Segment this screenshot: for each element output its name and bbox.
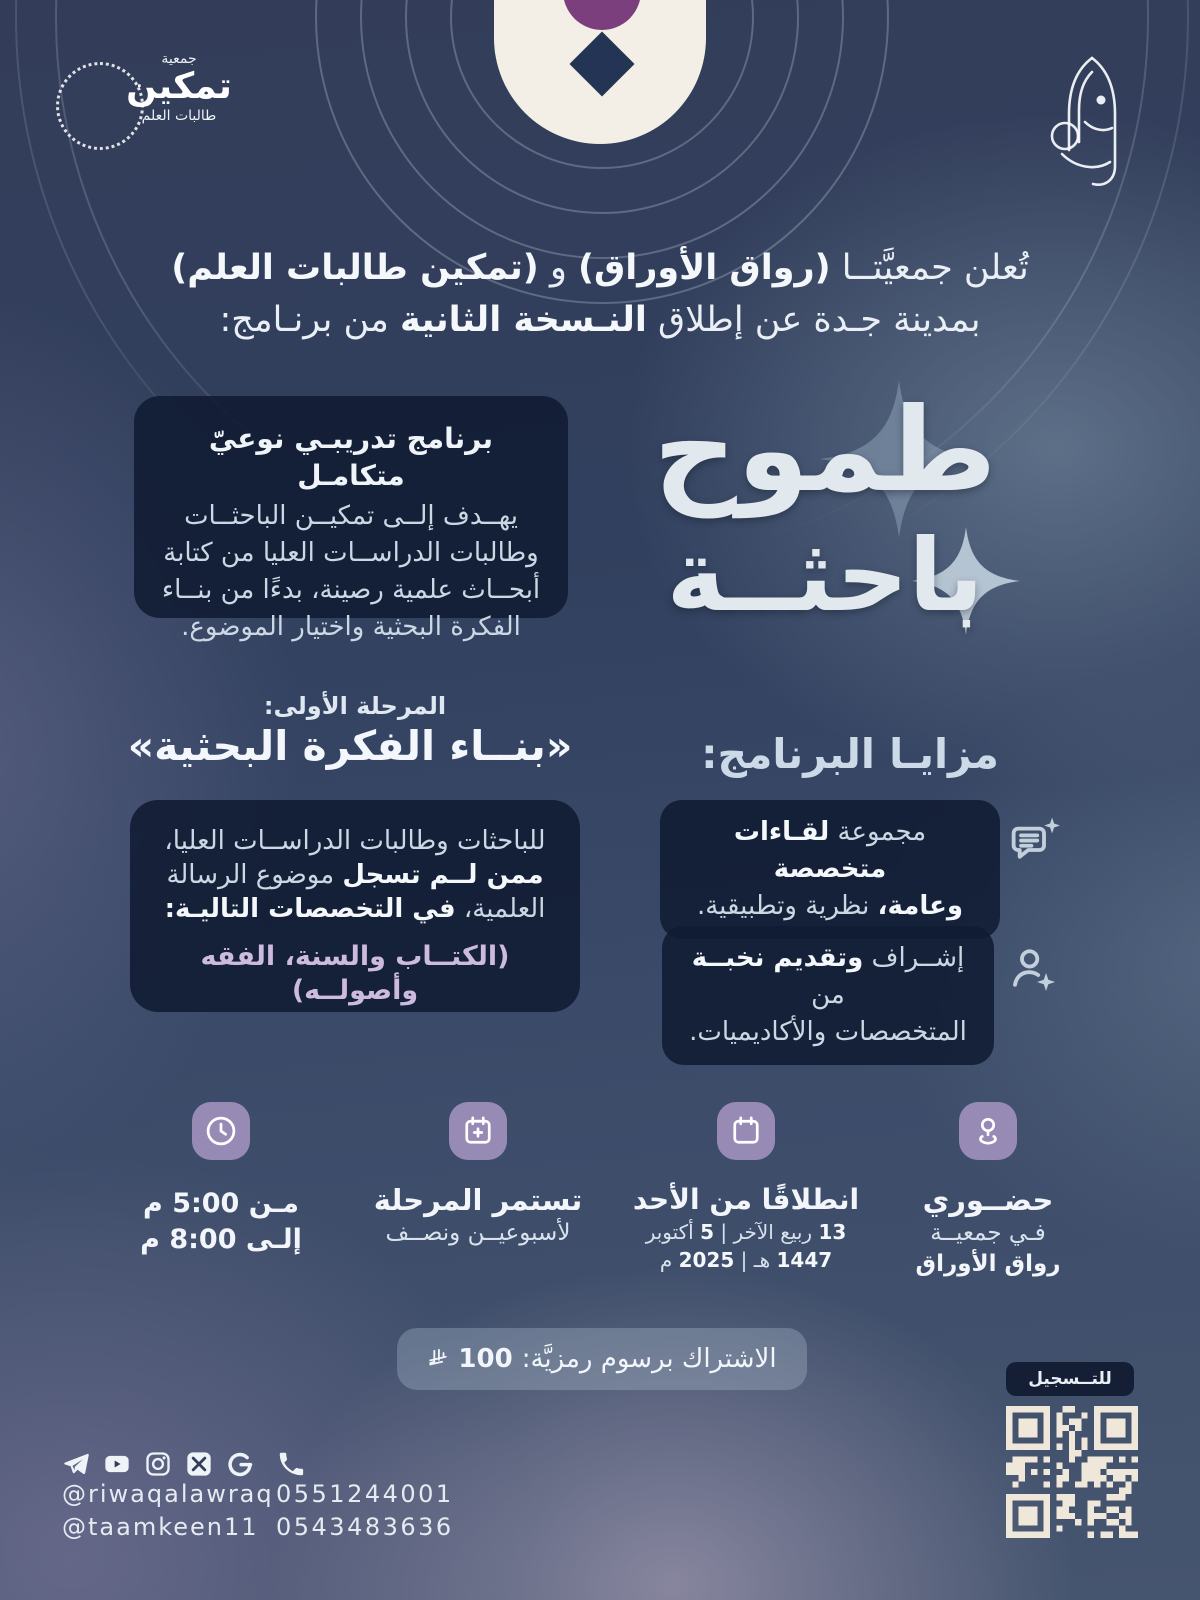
eligibility-card: [130, 800, 580, 1012]
handle-tamkeen[interactable]: @taamkeen11: [62, 1513, 259, 1541]
qr-code[interactable]: [1006, 1406, 1138, 1538]
youtube-icon[interactable]: [103, 1450, 131, 1478]
registration-pill: للتــسجيل: [1006, 1362, 1134, 1396]
person-sparkle-icon: [1006, 942, 1060, 996]
phone-numbers: [276, 1478, 454, 1544]
saudi-riyal-icon: [427, 1348, 449, 1370]
x-icon[interactable]: [185, 1450, 213, 1478]
attendance-line2: فـي جمعيــة: [930, 1220, 1046, 1246]
fee-label: الاشتراك برسوم رمزيَّة:: [521, 1344, 777, 1374]
clock-icon: [192, 1102, 250, 1160]
chat-sparkle-icon: [1008, 814, 1062, 868]
attendance-line3: رواق الأوراق: [915, 1251, 1061, 1277]
tamkeen-logo-line1: جمعية: [161, 51, 197, 67]
stage-kicker: المرحلة الأولى:: [263, 692, 447, 720]
handle-riwaq[interactable]: @riwaqalawraq: [62, 1480, 274, 1508]
feature2-line1: إشــراف وتقديم نخبــة من: [691, 943, 965, 1010]
description-line2: يهــدف إلــى تمكيــن الباحثــات: [184, 501, 518, 531]
google-icon[interactable]: [226, 1450, 254, 1478]
description-line1: برنامج تدريبـي نوعيّ متكامـل: [208, 422, 494, 492]
tamkeen-logo-line3: طالبات العلم: [141, 108, 217, 124]
feature2-line2: المتخصصات والأكاديميات.: [689, 1017, 967, 1047]
fee-pill: [397, 1328, 807, 1390]
telegram-icon[interactable]: [62, 1450, 90, 1478]
program-title-word2: باحثــة: [666, 517, 984, 634]
feature-card-meetings: [660, 800, 1000, 939]
fee-amount: 100: [458, 1344, 513, 1374]
riwaq-alawraq-logo: [1038, 50, 1142, 192]
duration-title: تستمر المرحلة: [373, 1183, 583, 1217]
social-icons-row: [62, 1450, 254, 1478]
tamkeen-logo-line2: تمكين: [126, 66, 232, 107]
eligibility-line3: العلمية، في التخصصات التاليـة:: [164, 894, 546, 924]
time-to: إلـى 8:00 م: [140, 1224, 302, 1255]
phone-icon: [276, 1449, 306, 1479]
eligibility-specialties: (الكتــاب والسنة، الفقه وأصولــه): [200, 941, 510, 1006]
start-date-line3: 1447 هـ | 2025 م: [659, 1248, 833, 1272]
description-line3: وطالبات الدراســات العليا من كتابة: [163, 538, 539, 568]
calendar-icon: [717, 1102, 775, 1160]
feature1-line1: مجموعة لقـاءات متخصصة: [733, 817, 927, 884]
detail-attendance: [858, 1182, 1118, 1280]
location-pin-icon: [959, 1102, 1017, 1160]
detail-time: [91, 1186, 351, 1258]
announcement-headline: [100, 242, 1100, 346]
detail-start-date: [616, 1182, 876, 1274]
features-heading: مزايـا البرنامج:: [701, 730, 999, 778]
calendar-plus-icon: [449, 1102, 507, 1160]
detail-duration: [348, 1182, 608, 1249]
announcement-line1: تُعلن جمعيَّتــا (رواق الأوراق) و (تمكين طالبات العلم): [171, 248, 1029, 288]
instagram-icon[interactable]: [144, 1450, 172, 1478]
duration-line2: لأسبوعيــن ونصــف: [385, 1220, 571, 1246]
program-title-word1: طموح: [653, 383, 997, 518]
announcement-line2: بمدينة جـدة عن إطلاق النـسخة الثانية من برنـامج:: [219, 300, 981, 340]
program-title: [630, 383, 1020, 634]
description-line5: الفكرة البحثية واختيار الموضوع.: [181, 612, 521, 642]
eligibility-line1: للباحثات وطالبات الدراســات العليا،: [164, 826, 546, 856]
start-date-line2: 13 ربيع الآخر | 5 أكتوبر: [645, 1220, 847, 1244]
eligibility-line2: ممن لــم تسجل موضوع الرسالة: [166, 860, 544, 890]
program-description-card: [134, 396, 568, 642]
feature-card-supervision: [662, 926, 994, 1065]
stage-title: «بنــاء الفكرة البحثية»: [127, 722, 573, 770]
tamkeen-logo: [56, 52, 242, 148]
time-from: مـن 5:00 م: [142, 1188, 300, 1219]
description-line4: أبحــاث علمية رصينة، بدءًا من بنــاء: [161, 575, 541, 605]
social-handles: [62, 1478, 274, 1544]
attendance-title: حضــوري: [922, 1183, 1054, 1217]
phone-number-2[interactable]: 0543483636: [276, 1513, 454, 1541]
phone-number-1[interactable]: 0551244001: [276, 1480, 454, 1508]
feature1-line2: وعامة، نظرية وتطبيقية.: [696, 891, 964, 921]
start-date-title: انطلاقًا من الأحد: [632, 1183, 860, 1216]
